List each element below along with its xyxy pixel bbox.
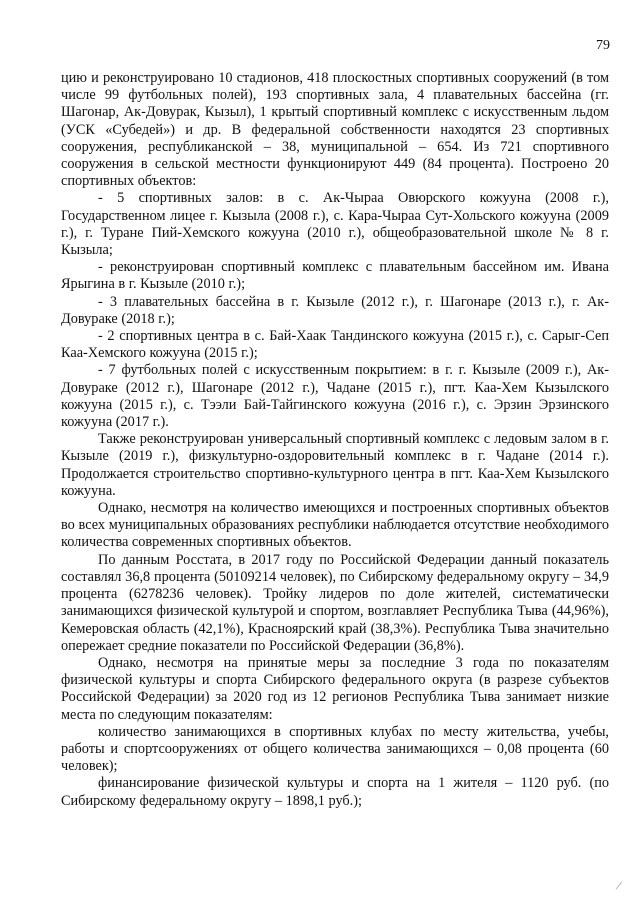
page-number: 79 xyxy=(596,38,610,53)
paragraph: Однако, несмотря на количество имеющихся и построенных спортивных объектов во всех муниципальных образованиях республики наблюдается отсутствие необходимого количества современных спортивных объектов. xyxy=(61,500,609,551)
paragraph: финансирование физической культуры и спорта на 1 жителя – 1120 руб. (по Сибирскому федеральному округу – 1898,1 руб.); xyxy=(61,775,609,809)
paragraph: По данным Росстата, в 2017 году по Российской Федерации данный показатель составлял 36,8 процента (50109214 человек), по Сибирскому федеральному округу – 34,9 процента (6278236 человек). Тройку лидеров по доле жителей, систематически занимающихся физической культурой и спортом, возглавляет Республика Тыва (44,96%), Кемеровская область (42,1%), Красноярский край (38,3%). Республика Тыва значительно опережает средние показатели по Российской Федерации (36,8%). xyxy=(61,551,609,654)
paragraph: - реконструирован спортивный комплекс с плавательным бассейном им. Ивана Ярыгина в г. Кызыле (2010 г.); xyxy=(61,259,609,293)
paragraph: - 3 плавательных бассейна в г. Кызыле (2012 г.), г. Шагонаре (2013 г.), г. Ак-Довураке (2018 г.); xyxy=(61,293,609,327)
scan-mark-icon xyxy=(614,879,624,891)
paragraph: - 2 спортивных центра в с. Бай-Хаак Тандинского кожууна (2015 г.), с. Сарыг-Сеп Каа-Хемского кожууна (2015 г.); xyxy=(61,328,609,362)
paragraph: Однако, несмотря на принятые меры за последние 3 года по показателям физической культуры и спорта Сибирского федерального округа (в разрезе субъектов Российской Федерации) за 2020 год из 12 регионов Республика Тыва занимает низкие места по следующим показателям: xyxy=(61,654,609,723)
paragraph: цию и реконструировано 10 стадионов, 418 плоскостных спортивных сооружений (в том числе 99 футбольных полей), 193 спортивных зала, 4 плавательных бассейна (гг. Шагонар, Ак-Довурак, Кызыл), 1 крытый спортивный комплекс с искусственным льдом (УСК «Субедей») и др. В федеральной собственности находятся 23 спортивных сооружения, республиканской – 38, муниципальной – 654. Из 721 спортивного сооружения в сельской местности функционируют 449 (84 процента). Построено 20 спортивных объектов: xyxy=(61,70,609,190)
document-body xyxy=(61,70,609,810)
paragraph: Также реконструирован универсальный спортивный комплекс с ледовым залом в г. Кызыле (2019 г.), физкультурно-оздоровительный комплекс в г. Чадане (2014 г.). Продолжается строительство спортивно-культурного центра в пгт. Каа-Хем Кызылского кожууна. xyxy=(61,431,609,499)
paragraph: - 5 спортивных залов: в с. Ак-Чыраа Овюрского кожууна (2008 г.), Государственном лицее г. Кызыла (2008 г.), с. Кара-Чыраа Сут-Хольского кожууна (2009 г.), г. Туране Пий-Хемского кожууна (2010 г.), общеобразовательной школе № 8 г. Кызыла; xyxy=(61,190,609,259)
paragraph: - 7 футбольных полей с искусственным покрытием: в г. г. Кызыле (2009 г.), Ак-Довураке (2012 г.), Шагонаре (2012 г.), Чадане (2015 г.), пгт. Каа-Хем Кызылского кожууна (2015 г.), с. Тээли Бай-Тайгинского кожууна (2016 г.), с. Эрзин Эрзинского кожууна (2017 г.). xyxy=(61,362,609,431)
paragraph: количество занимающихся в спортивных клубах по месту жительства, учебы, работы и спортсооружениях от общего количества занимающихся – 0,08 процента (60 человек); xyxy=(61,723,609,775)
